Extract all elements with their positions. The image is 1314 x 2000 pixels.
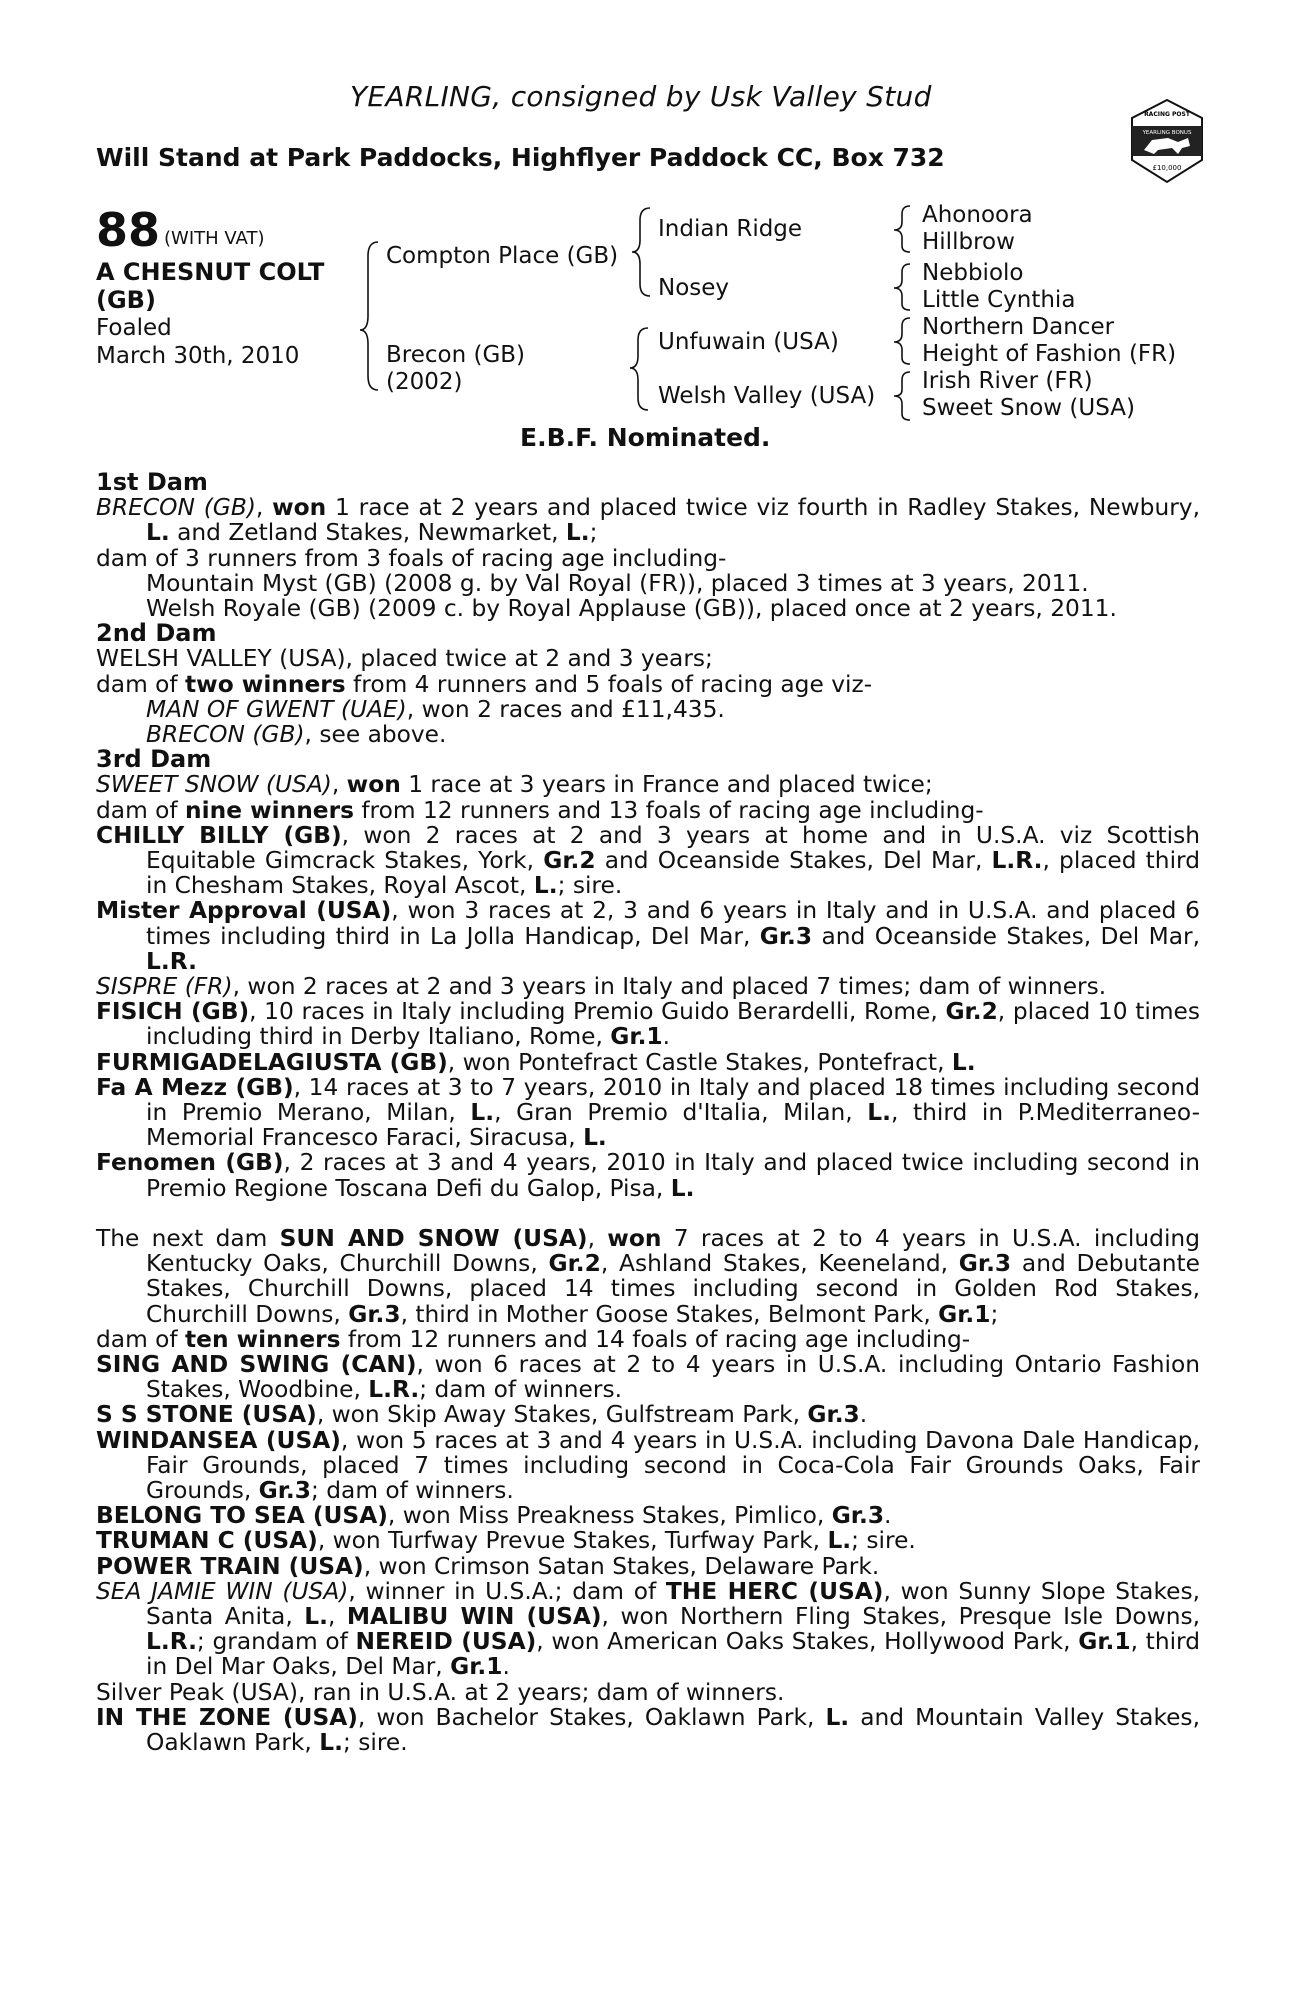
pedigree-dam-sire: Unfuwain (USA) (658, 329, 839, 355)
pedigree-g7: Irish River (FR) (922, 368, 1093, 394)
pedigree-g6: Height of Fashion (FR) (922, 341, 1177, 367)
stand-location: Will Stand at Park Paddocks, Highflyer Paddock CC, Box 732 (96, 143, 945, 172)
sispre-produce-fenomen: Fenomen (GB), 2 races at 3 and 4 years, 2010 in Italy and placed twice including second in Premio Regione Toscana Defi du Galop, Pisa, L. (96, 1149, 1201, 1202)
pedigree-dam-dam: Welsh Valley (USA) (658, 383, 876, 409)
pedigree-g8: Sweet Snow (USA) (922, 395, 1135, 421)
foaled-date: March 30th, 2010 (96, 343, 300, 369)
badge-mid-text: YEARLING BONUS (1142, 130, 1192, 136)
sispre-produce-fisich: FISICH (GB), 10 races in Italy including Premio Guido Berardelli, Rome, Gr.2, placed 10 times including third in Derby Italiano, Rome, Gr.1. (96, 998, 1200, 1051)
pedigree-sire-dam: Nosey (658, 275, 730, 301)
windansea-produce-power-train: POWER TRAIN (USA), won Crimson Satan Stakes, Delaware Park. (96, 1552, 880, 1580)
pedigree-sire-sire: Indian Ridge (658, 216, 803, 242)
foaled-label: Foaled (96, 315, 172, 341)
silver-peak-produce-in-the-zone: IN THE ZONE (USA), won Bachelor Stakes, Oaklawn Park, L. and Mountain Valley Stakes, Oaklawn Park, L.; sire. (96, 1703, 1200, 1756)
next-dam-produce-summary: dam of ten winners from 12 runners and 14 foals of racing age including- (96, 1325, 971, 1353)
pedigree-sire: Compton Place (GB) (386, 243, 619, 269)
dam2-produce-1: MAN OF GWENT (UAE), won 2 races and £11,435. (146, 695, 725, 723)
pedigree-g1: Ahonoora (922, 202, 1033, 228)
pedigree-braces (0, 0, 1314, 450)
dam2-record: WELSH VALLEY (USA), placed twice at 2 and 3 years; (96, 645, 713, 673)
sispre-produce-furmigadelagiusta: FURMIGADELAGIUSTA (GB), won Pontefract Castle Stakes, Pontefract, L. (96, 1048, 976, 1076)
pedigree-g3: Nebbiolo (922, 260, 1024, 286)
dam3-produce-chilly-billy: CHILLY BILLY (GB), won 2 races at 2 and 3 years at home and in U.S.A. viz Scottish Equitable Gimcrack Stakes, York, Gr.2 and Oceanside Stakes, Del Mar, L.R., placed third in Chesham Stakes, Royal Ascot, L.; sire. (96, 821, 1200, 900)
next-dam-produce-sing-and-swing: SING AND SWING (CAN), won 6 races at 2 to 4 years in U.S.A. including Ontario Fashion Stakes, Woodbine, L.R.; dam of winners. (96, 1350, 1200, 1404)
pedigree-dam-year: (2002) (386, 369, 463, 395)
dam1-produce-1: Mountain Myst (GB) (2008 g. by Val Royal (FR)), placed 3 times at 3 years, 2011. (146, 569, 1089, 597)
sing-and-swing-produce-s-s-stone: S S STONE (USA), won Skip Away Stakes, Gulfstream Park, Gr.3. (96, 1401, 868, 1429)
catalogue-body (96, 470, 1200, 1755)
dam1-record: BRECON (GB), won 1 race at 2 years and placed twice viz fourth in Radley Stakes, Newbury, L. and Zetland Stakes, Newmarket, L.; (96, 494, 1200, 547)
windansea-produce-belong-to-sea: BELONG TO SEA (USA), won Miss Preakness Stakes, Pimlico, Gr.3. (96, 1502, 892, 1530)
dam2-produce-summary: dam of two winners from 4 runners and 5 foals of racing age viz- (96, 670, 873, 698)
pedigree-g4: Little Cynthia (922, 287, 1076, 313)
lot-type-heading: YEARLING, consigned by Usk Valley Stud (350, 80, 932, 113)
badge-amount-text: £10,000 (1152, 164, 1182, 172)
next-dam-produce-silver-peak: Silver Peak (USA), ran in U.S.A. at 2 years; dam of winners. (96, 1678, 785, 1706)
section-2nd-dam-title: 2nd Dam (96, 619, 217, 648)
dam2-produce-2: BRECON (GB), see above. (146, 721, 447, 749)
dam3-produce-summary: dam of nine winners from 12 runners and 13 foals of racing age including- (96, 796, 984, 824)
ebf-nominated: E.B.F. Nominated. (520, 423, 771, 452)
windansea-produce-sea-jamie-win: SEA JAMIE WIN (USA), winner in U.S.A.; dam of THE HERC (USA), won Sunny Slope Stakes, Santa Anita, L., MALIBU WIN (USA), won Northern Fling Stakes, Presque Isle Downs, L.R.; grandam of NEREID (USA), won American Oaks Stakes, Hollywood Park, Gr.1, third in Del Mar Oaks, Del Mar, Gr.1. (96, 1577, 1201, 1681)
badge-top-text: RACING POST (1144, 111, 1190, 118)
vat-note: (WITH VAT) (164, 228, 265, 249)
pedigree-g5: Northern Dancer (922, 314, 1115, 340)
lot-number: 88 (96, 203, 161, 257)
pedigree-dam: Brecon (GB) (386, 342, 526, 368)
next-dam-record: The next dam SUN AND SNOW (USA), won 7 races at 2 to 4 years in U.S.A. including Kentucky Oaks, Churchill Downs, Gr.2, Ashland Stakes, Keeneland, Gr.3 and Debutante Stakes, Churchill Downs, placed 14 times including second in Golden Rod Stakes, Churchill Downs, Gr.3, third in Mother Goose Stakes, Belmont Park, Gr.1; (96, 1224, 1200, 1328)
next-dam-produce-windansea: WINDANSEA (USA), won 5 races at 3 and 4 years in U.S.A. including Davona Dale Handicap, Fair Grounds, placed 7 times including second in Coca-Cola Fair Grounds Oaks, Fair Grounds, Gr.3; dam of winners. (96, 1426, 1200, 1504)
dam3-record: SWEET SNOW (USA), won 1 race at 3 years in France and placed twice; (96, 771, 933, 799)
dam3-produce-mister-approval: Mister Approval (USA), won 3 races at 2, 3 and 6 years in Italy and in U.S.A. and placed 6 times including third in La Jolla Handicap, Del Mar, Gr.3 and Oceanside Stakes, Del Mar, L.R. (96, 897, 1201, 975)
section-1st-dam-title: 1st Dam (96, 468, 208, 496)
dam1-produce-summary: dam of 3 runners from 3 foals of racing age including- (96, 544, 727, 572)
dam1-produce-2: Welsh Royale (GB) (2009 c. by Royal Applause (GB)), placed once at 2 years, 2011. (146, 595, 1117, 623)
pedigree-g2: Hillbrow (922, 229, 1015, 255)
dam3-produce-sispre: SISPRE (FR), won 2 races at 2 and 3 years in Italy and placed 7 times; dam of winners. (96, 973, 1107, 1001)
sispre-produce-fa-a-mezz: Fa A Mezz (GB), 14 races at 3 to 7 years, 2010 in Italy and placed 18 times including second in Premio Merano, Milan, L., Gran Premio d'Italia, Milan, L., third in P.Mediterraneo-Memorial Francesco Faraci, Siracusa, L. (96, 1073, 1200, 1152)
section-3rd-dam-title: 3rd Dam (96, 745, 212, 774)
lot-desc-line2: (GB) (96, 286, 156, 314)
lot-desc-line1: A CHESNUT COLT (96, 258, 325, 286)
windansea-produce-truman-c: TRUMAN C (USA), won Turfway Prevue Stakes, Turfway Park, L.; sire. (96, 1527, 916, 1555)
